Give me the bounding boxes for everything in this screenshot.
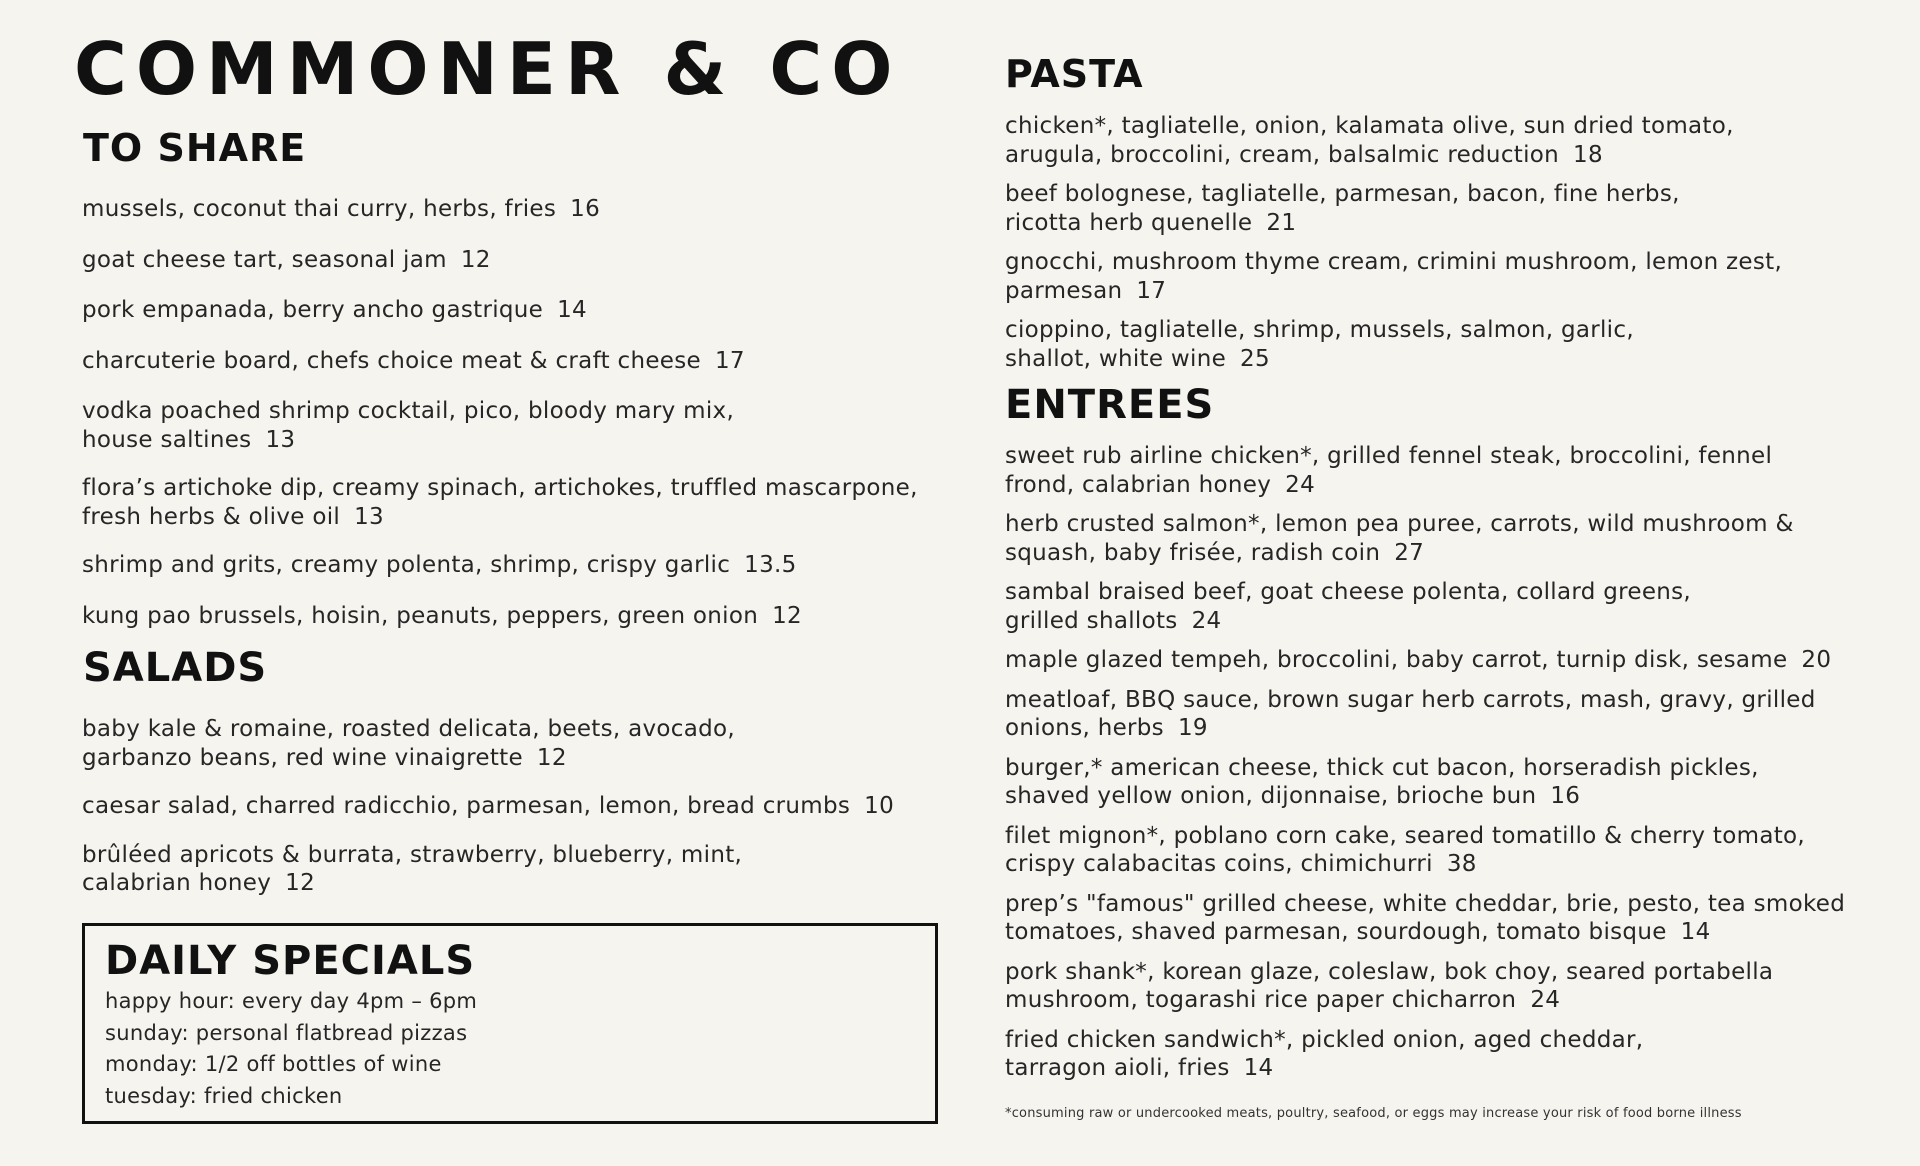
salads-heading: SALADS: [83, 645, 268, 691]
menu-item-price: 14: [1243, 1055, 1274, 1081]
menu-item-description: tarragon aioli, fries: [1005, 1055, 1230, 1081]
menu-item: [1005, 112, 1885, 169]
menu-item: [82, 474, 962, 531]
pasta-heading: PASTA: [1005, 52, 1144, 96]
menu-item-price: 19: [1177, 715, 1208, 741]
menu-item-description: frond, calabrian honey: [1005, 471, 1272, 498]
menu-item-price: 14: [1680, 919, 1711, 945]
menu-item-price: 18: [1573, 141, 1603, 168]
entrees-list: [1005, 442, 1905, 1094]
menu-item: [1005, 578, 1905, 635]
menu-item-description: burger,* american cheese, thick cut bacon, horseradish pickles,: [1005, 754, 1759, 781]
menu-item-price: 20: [1801, 647, 1832, 673]
menu-item-description: gnocchi, mushroom thyme cream, crimini mushroom, lemon zest,: [1005, 249, 1783, 275]
food-safety-footnote: *consuming raw or undercooked meats, poultry, seafood, or eggs may increase your risk of food borne illness: [1005, 1106, 1742, 1121]
menu-item: [1005, 958, 1905, 1015]
menu-item-description: fresh herbs & olive oil: [82, 503, 341, 530]
menu-item: [1005, 248, 1885, 305]
menu-item-description: shaved yellow onion, dijonnaise, brioche bun: [1005, 783, 1537, 809]
menu-item-price: 16: [570, 196, 601, 222]
menu-item-description: mushroom, togarashi rice paper chicharron: [1005, 987, 1517, 1013]
menu-item-price: 12: [285, 870, 316, 896]
menu-item-description: garbanzo beans, red wine vinaigrette: [82, 744, 523, 771]
menu-item-price: 24: [1530, 987, 1561, 1013]
menu-item-description: caesar salad, charred radicchio, parmesan, lemon, bread crumbs: [82, 793, 851, 819]
menu-item-description: tomatoes, shaved parmesan, sourdough, tomato bisque: [1005, 919, 1667, 945]
to-share-list: [82, 195, 962, 652]
menu-item-price: 12: [460, 246, 491, 273]
menu-item-description: beef bolognese, tagliatelle, parmesan, bacon, fine herbs,: [1005, 181, 1680, 207]
menu-item-description: brûléed apricots & burrata, strawberry, blueberry, mint,: [82, 841, 743, 868]
menu-item-description: sambal braised beef, goat cheese polenta, collard greens,: [1005, 579, 1692, 605]
menu-item: [82, 715, 962, 772]
menu-item-description: baby kale & romaine, roasted delicata, beets, avocado,: [82, 716, 735, 742]
menu-item-description: shallot, white wine: [1005, 345, 1227, 372]
daily-specials-box: [82, 923, 938, 1124]
menu-item-description: pork shank*, korean glaze, coleslaw, bok choy, seared portabella: [1005, 958, 1774, 985]
menu-item-description: kung pao brussels, hoisin, peanuts, peppers, green onion: [82, 602, 759, 629]
menu-item-description: mussels, coconut thai curry, herbs, fries: [82, 196, 557, 222]
menu-item-price: 38: [1446, 851, 1477, 877]
menu-item-description: parmesan: [1005, 277, 1123, 304]
menu-item-description: fried chicken sandwich*, pickled onion, aged cheddar,: [1005, 1026, 1644, 1053]
menu-item: [82, 602, 962, 631]
menu-item-price: 13: [354, 503, 384, 530]
menu-item-description: cioppino, tagliatelle, shrimp, mussels, salmon, garlic,: [1005, 317, 1634, 343]
menu-item: [82, 792, 962, 821]
menu-item-price: 24: [1191, 607, 1222, 634]
menu-item: [82, 195, 962, 224]
menu-item: [1005, 822, 1905, 879]
menu-item-description: filet mignon*, poblano corn cake, seared tomatillo & cherry tomato,: [1005, 822, 1806, 849]
menu-item-price: 17: [1136, 277, 1167, 304]
menu-item-description: arugula, broccolini, cream, balsalmic reduction: [1005, 141, 1560, 168]
menu-item: [82, 347, 962, 376]
daily-special-line: sunday: personal flatbread pizzas: [105, 1020, 468, 1045]
menu-item: [1005, 686, 1905, 743]
daily-special-line: monday: 1/2 off bottles of wine: [105, 1052, 442, 1076]
menu-item: [1005, 510, 1905, 567]
menu-item-description: charcuterie board, chefs choice meat & craft cheese: [82, 347, 701, 374]
menu-item-description: goat cheese tart, seasonal jam: [82, 246, 447, 273]
menu-item: [82, 397, 962, 454]
menu-item-description: onions, herbs: [1005, 715, 1164, 741]
pasta-list: [1005, 112, 1885, 384]
menu-item-price: 27: [1394, 539, 1425, 566]
menu-item-description: vodka poached shrimp cocktail, pico, bloody mary mix,: [82, 398, 735, 424]
menu-item: [82, 246, 962, 275]
menu-item-price: 24: [1285, 471, 1316, 498]
menu-item: [1005, 754, 1905, 811]
to-share-heading: TO SHARE: [83, 126, 307, 170]
menu-item-price: 12: [772, 602, 802, 629]
menu-item: [1005, 442, 1905, 499]
menu-item-description: meatloaf, BBQ sauce, brown sugar herb carrots, mash, gravy, grilled: [1005, 686, 1816, 713]
entrees-heading: ENTREES: [1005, 382, 1215, 428]
menu-item-description: ricotta herb quenelle: [1005, 209, 1253, 236]
menu-item-description: maple glazed tempeh, broccolini, baby carrot, turnip disk, sesame: [1005, 647, 1788, 673]
menu-item-price: 17: [714, 347, 745, 374]
daily-special-line: happy hour: every day 4pm – 6pm: [105, 989, 478, 1013]
menu-item-description: herb crusted salmon*, lemon pea puree, carrots, wild mushroom &: [1005, 511, 1794, 537]
menu-item-description: calabrian honey: [82, 870, 272, 896]
daily-specials-heading: DAILY SPECIALS: [105, 938, 476, 984]
menu-item-price: 14: [557, 297, 587, 323]
menu-item-description: grilled shallots: [1005, 607, 1178, 634]
menu-item: [82, 296, 962, 325]
menu-item-description: flora’s artichoke dip, creamy spinach, artichokes, truffled mascarpone,: [82, 475, 918, 501]
menu-item-description: chicken*, tagliatelle, onion, kalamata olive, sun dried tomato,: [1005, 113, 1734, 139]
menu-item: [1005, 646, 1905, 675]
menu-item-description: squash, baby frisée, radish coin: [1005, 539, 1381, 566]
menu-item: [1005, 890, 1905, 947]
restaurant-name: COMMONER & CO: [74, 27, 902, 111]
menu-item-price: 25: [1240, 345, 1270, 372]
menu-item: [82, 551, 962, 580]
menu-item: [1005, 180, 1885, 237]
menu-item-price: 13: [265, 426, 296, 453]
menu-item-price: 16: [1550, 783, 1581, 809]
menu-item-price: 21: [1266, 209, 1297, 236]
menu-item-description: crispy calabacitas coins, chimichurri: [1005, 851, 1433, 877]
menu-item: [82, 841, 962, 898]
menu-item-description: sweet rub airline chicken*, grilled fennel steak, broccolini, fennel: [1005, 443, 1773, 469]
menu-item-description: prep’s "famous" grilled cheese, white cheddar, brie, pesto, tea smoked: [1005, 890, 1846, 917]
menu-item-price: 12: [536, 744, 567, 771]
menu-item-price: 10: [864, 793, 895, 819]
menu-item-description: house saltines: [82, 426, 252, 453]
menu-item-description: shrimp and grits, creamy polenta, shrimp, crispy garlic: [82, 552, 731, 578]
daily-special-line: tuesday: fried chicken: [105, 1083, 343, 1108]
menu-item-description: pork empanada, berry ancho gastrique: [82, 297, 544, 323]
salads-list: [82, 715, 962, 918]
menu-item: [1005, 1026, 1905, 1083]
menu-item-price: 13.5: [744, 552, 797, 578]
daily-specials-list: [105, 986, 477, 1112]
menu-item: [1005, 316, 1885, 373]
